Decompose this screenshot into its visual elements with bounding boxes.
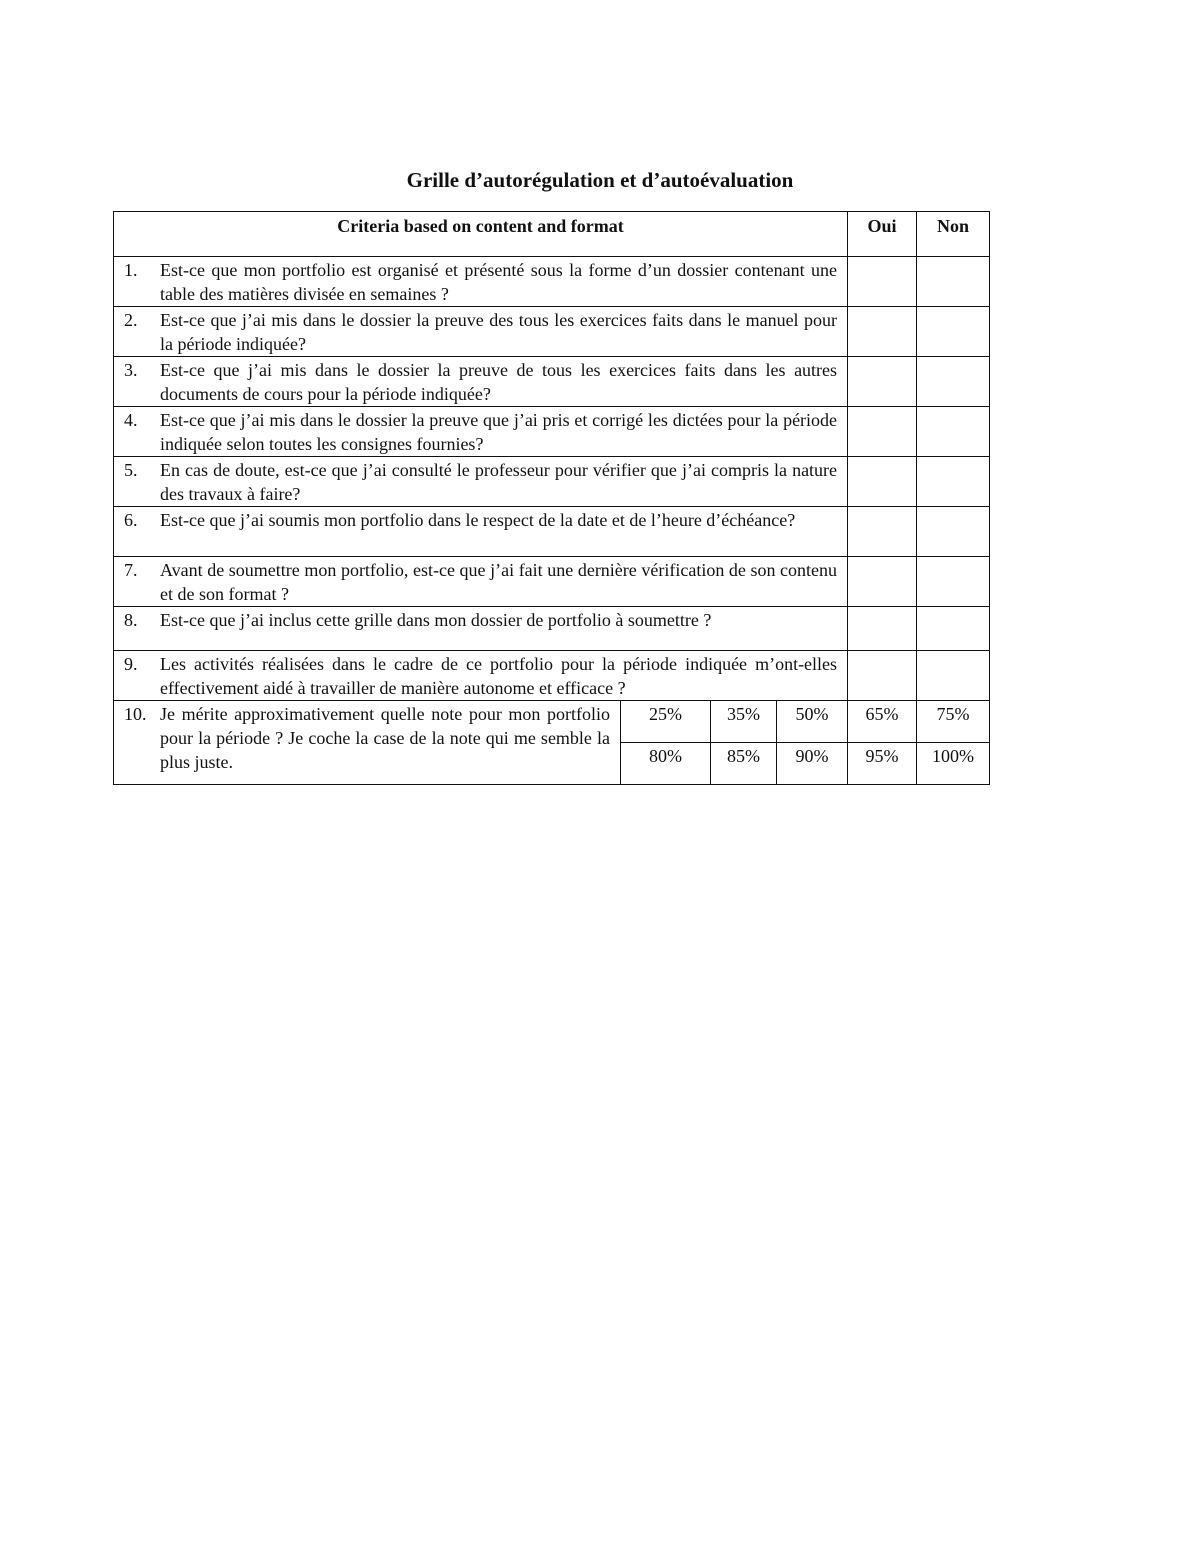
yes-header: Oui (848, 212, 917, 257)
yes-checkbox-cell[interactable] (848, 407, 917, 457)
criterion-row-5 (114, 457, 990, 507)
criterion-row-1 (114, 257, 990, 307)
criterion-number: 2. (124, 310, 138, 330)
criterion-number: 9. (124, 654, 138, 674)
grade-option-75[interactable]: 75% (917, 701, 990, 743)
no-checkbox-cell[interactable] (917, 257, 990, 307)
no-checkbox-cell[interactable] (917, 307, 990, 357)
criterion-cell (114, 607, 848, 651)
no-checkbox-cell[interactable] (917, 407, 990, 457)
criterion-text: Avant de soumettre mon portfolio, est-ce que j’ai fait une dernière vérification de son contenu et de son format ? (160, 560, 838, 604)
criterion-cell (114, 651, 848, 701)
criterion-text: Les activités réalisées dans le cadre de ce portfolio pour la période indiquée m’ont-elles effectivement aidé à travailler de manière autonome et efficace ? (160, 654, 838, 698)
no-checkbox-cell[interactable] (917, 357, 990, 407)
criterion-row-6 (114, 507, 990, 557)
criterion-text: Est-ce que mon portfolio est organisé et présenté sous la forme d’un dossier contenant une table des matières divisée en semaines ? (160, 260, 838, 304)
grade-option-95[interactable]: 95% (848, 743, 917, 785)
grade-row-1 (114, 701, 990, 743)
criterion-number: 1. (124, 260, 138, 280)
page-title: Grille d’autorégulation et d’autoévaluation (406, 168, 794, 192)
no-checkbox-cell[interactable] (917, 457, 990, 507)
no-header: Non (917, 212, 990, 257)
criterion-number: 4. (124, 410, 138, 430)
grade-option-85[interactable]: 85% (711, 743, 777, 785)
criterion-cell (114, 257, 848, 307)
criterion-row-9 (114, 651, 990, 701)
yes-checkbox-cell[interactable] (848, 507, 917, 557)
no-checkbox-cell[interactable] (917, 507, 990, 557)
criterion-cell (114, 507, 848, 557)
yes-checkbox-cell[interactable] (848, 457, 917, 507)
self-assessment-grid (113, 211, 990, 785)
criterion-text: Est-ce que j’ai mis dans le dossier la preuve que j’ai pris et corrigé les dictées pour la période indiquée selon toutes les consignes fournies? (160, 410, 838, 454)
yes-checkbox-cell[interactable] (848, 307, 917, 357)
yes-checkbox-cell[interactable] (848, 257, 917, 307)
criterion-text: Est-ce que j’ai inclus cette grille dans mon dossier de portfolio à soumettre ? (160, 610, 712, 630)
yes-checkbox-cell[interactable] (848, 651, 917, 701)
criterion-cell (114, 557, 848, 607)
criteria-header: Criteria based on content and format (114, 212, 848, 257)
grade-option-80[interactable]: 80% (621, 743, 711, 785)
criterion-row-2 (114, 307, 990, 357)
criterion-row-7 (114, 557, 990, 607)
grade-option-25[interactable]: 25% (621, 701, 711, 743)
grade-option-50[interactable]: 50% (777, 701, 848, 743)
criterion-number: 5. (124, 460, 138, 480)
no-checkbox-cell[interactable] (917, 607, 990, 651)
yes-checkbox-cell[interactable] (848, 557, 917, 607)
criterion-cell (114, 457, 848, 507)
criterion-number: 8. (124, 610, 138, 630)
criterion-text: En cas de doute, est-ce que j’ai consulté le professeur pour vérifier que j’ai compris la nature des travaux à faire? (160, 460, 838, 504)
grade-question-text: Je mérite approximativement quelle note pour mon portfolio pour la période ? Je coche la case de la note qui me semble la plus juste. (160, 704, 610, 772)
criterion-row-4 (114, 407, 990, 457)
criterion-text: Est-ce que j’ai soumis mon portfolio dans le respect de la date et de l’heure d’échéance? (160, 510, 796, 530)
yes-checkbox-cell[interactable] (848, 607, 917, 651)
grade-option-90[interactable]: 90% (777, 743, 848, 785)
criterion-number: 3. (124, 360, 138, 380)
criterion-row-3 (114, 357, 990, 407)
criterion-cell (114, 407, 848, 457)
no-checkbox-cell[interactable] (917, 651, 990, 701)
criterion-cell (114, 307, 848, 357)
grade-option-100[interactable]: 100% (917, 743, 990, 785)
criterion-text: Est-ce que j’ai mis dans le dossier la preuve de tous les exercices faits dans les autres documents de cours pour la période indiquée? (160, 360, 838, 404)
criterion-text: Est-ce que j’ai mis dans le dossier la preuve des tous les exercices faits dans le manuel pour la période indiquée? (160, 310, 838, 354)
yes-checkbox-cell[interactable] (848, 357, 917, 407)
grade-option-65[interactable]: 65% (848, 701, 917, 743)
no-checkbox-cell[interactable] (917, 557, 990, 607)
grade-option-35[interactable]: 35% (711, 701, 777, 743)
criterion-number: 10. (124, 704, 147, 724)
criterion-number: 6. (124, 510, 138, 530)
grade-question-cell (114, 701, 621, 785)
criterion-cell (114, 357, 848, 407)
criterion-row-8 (114, 607, 990, 651)
criterion-number: 7. (124, 560, 138, 580)
header-row (114, 212, 990, 257)
